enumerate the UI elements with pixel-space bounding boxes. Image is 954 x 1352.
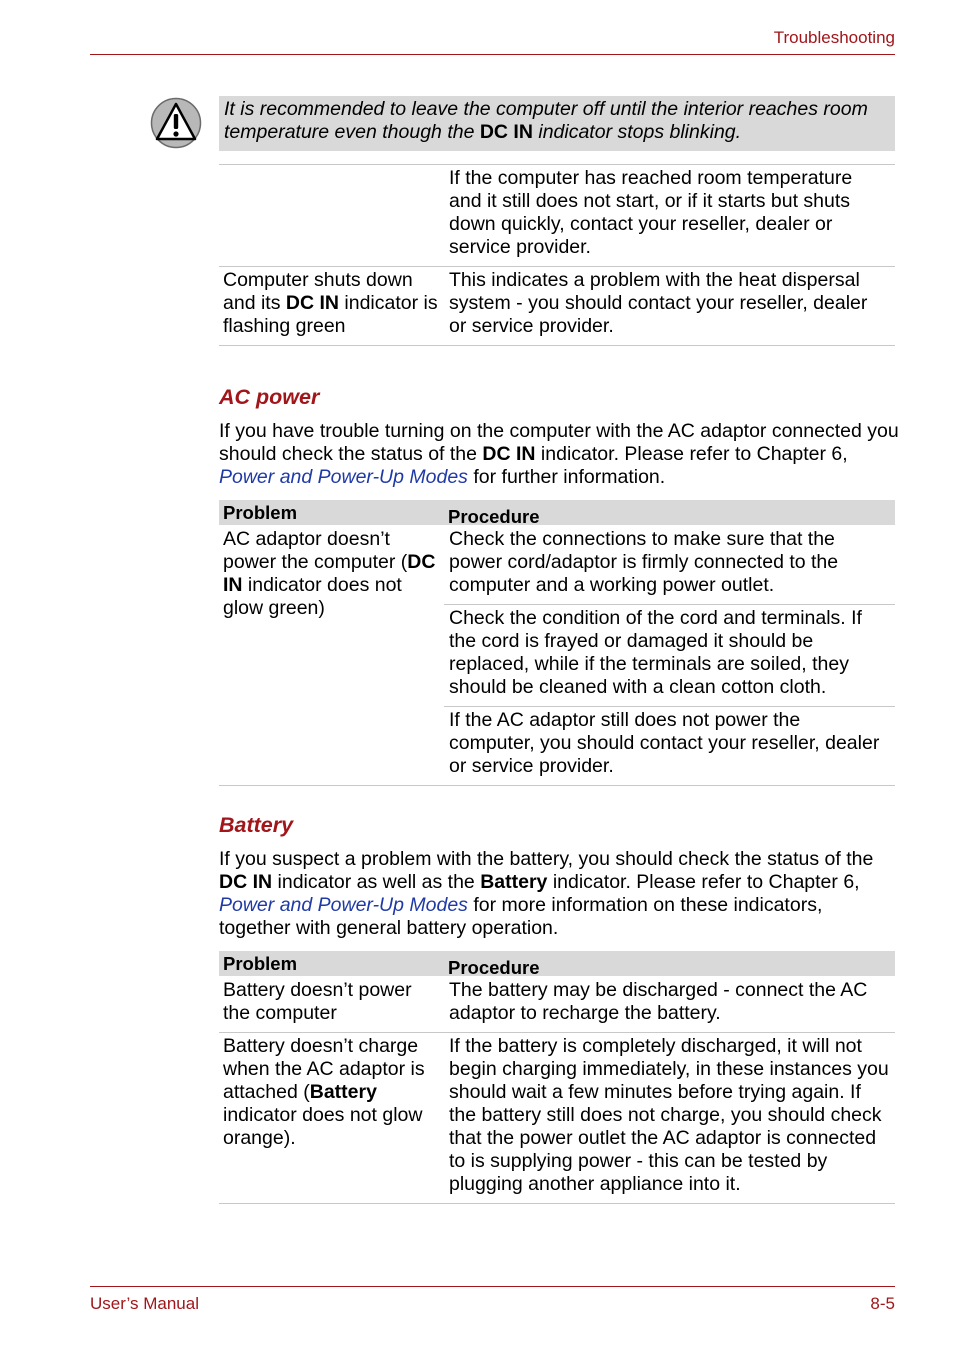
intro-text: If you suspect a problem with the battery, you should check the status of the: [219, 848, 874, 870]
chapter-link[interactable]: Power and Power-Up Modes: [219, 894, 468, 916]
footer-rule: [90, 1286, 895, 1287]
battery-heading: Battery: [219, 813, 294, 837]
column-header-procedure: [444, 951, 895, 977]
problem-cell: [219, 165, 444, 267]
table-row: [219, 1033, 895, 1204]
intro-text: indicator. Please refer to Chapter 6,: [547, 871, 860, 893]
overheat-table: [219, 164, 895, 346]
intro-bold: DC IN: [482, 443, 536, 465]
warning-icon: [150, 97, 202, 149]
procedure-cell: If the battery is completely discharged, it will not begin charging immediately, in these instances you should wait a few minutes before trying again. If the battery still does not charge, you should check that the power outlet the AC adaptor is connected to is supplying power - this can be tested by plugging another appliance into it.: [444, 1033, 895, 1204]
procedure-cell: Check the connections to make sure that the power cord/adaptor is firmly connected to the computer and a working power outlet.: [444, 526, 895, 605]
problem-bold: Battery: [309, 1081, 377, 1103]
column-header-problem: [219, 500, 444, 526]
page-number: 8-5: [870, 1294, 895, 1313]
procedure-cell: If the AC adaptor still does not power the computer, you should contact your reseller, dealer or service provider.: [444, 707, 895, 786]
table-row: [219, 267, 895, 346]
problem-cell: [219, 1033, 444, 1204]
ac-power-intro: [219, 420, 899, 489]
problem-cell: Battery doesn’t power the computer: [219, 977, 444, 1033]
caution-note: [219, 96, 895, 151]
note-bold: DC IN: [479, 121, 533, 143]
intro-bold: Battery: [480, 871, 548, 893]
problem-text: Computer shuts down and its: [223, 269, 413, 314]
column-header-problem: [219, 951, 444, 977]
intro-text: If you have trouble turning on the computer with the AC adaptor connected you should check the status of the: [219, 420, 899, 465]
problem-cell: [219, 267, 444, 346]
problem-text: indicator does not glow orange).: [223, 1104, 423, 1149]
chapter-link[interactable]: Power and Power-Up Modes: [219, 466, 468, 488]
procedure-cell: If the computer has reached room temperature and it still does not start, or if it starts but shuts down quickly, contact your reseller, dealer or service provider.: [444, 165, 895, 267]
note-text-1: It is recommended to leave the computer off until the interior reaches room temperature even though the: [224, 98, 868, 143]
column-label: Procedure: [448, 506, 540, 527]
intro-text: indicator. Please refer to Chapter 6,: [535, 443, 848, 465]
column-label: Problem: [223, 953, 298, 974]
problem-cell: [219, 526, 444, 786]
header-rule: [90, 54, 895, 55]
problem-text: Battery doesn’t charge when the AC adaptor is attached (: [223, 1035, 425, 1103]
procedure-cell: This indicates a problem with the heat dispersal system - you should contact your reseller, dealer or service provider.: [444, 267, 895, 346]
problem-text: indicator is flashing green: [223, 292, 438, 337]
procedure-cell: The battery may be discharged - connect the AC adaptor to recharge the battery.: [444, 977, 895, 1033]
note-text-2: indicator stops blinking.: [532, 121, 742, 143]
battery-table: [219, 951, 895, 1204]
table-row: [219, 165, 895, 267]
table-row: [219, 526, 895, 605]
ac-power-heading: AC power: [219, 385, 320, 409]
table-row: [219, 977, 895, 1033]
table-header-row: [219, 500, 895, 526]
intro-text: for more information on these indicators, together with general battery operation.: [219, 894, 823, 939]
problem-text: AC adaptor doesn’t power the computer (: [223, 528, 408, 573]
problem-bold: DC IN: [285, 292, 339, 314]
column-label: Procedure: [448, 957, 540, 978]
intro-bold: DC IN: [219, 871, 273, 893]
procedure-cell: Check the condition of the cord and terminals. If the cord is frayed or damaged it should be replaced, while if the terminals are soiled, they should be cleaned with a clean cotton cloth.: [444, 605, 895, 707]
problem-text: indicator does not glow green): [223, 574, 402, 619]
intro-text: for further information.: [467, 466, 666, 488]
running-header: Troubleshooting: [773, 28, 895, 47]
footer-manual-title: User’s Manual: [90, 1294, 199, 1313]
column-header-procedure: [444, 500, 895, 526]
intro-text: indicator as well as the: [272, 871, 481, 893]
ac-power-table: [219, 500, 895, 786]
problem-bold: DC IN: [223, 551, 436, 596]
battery-intro: [219, 848, 899, 940]
table-header-row: [219, 951, 895, 977]
column-label: Problem: [223, 502, 298, 523]
